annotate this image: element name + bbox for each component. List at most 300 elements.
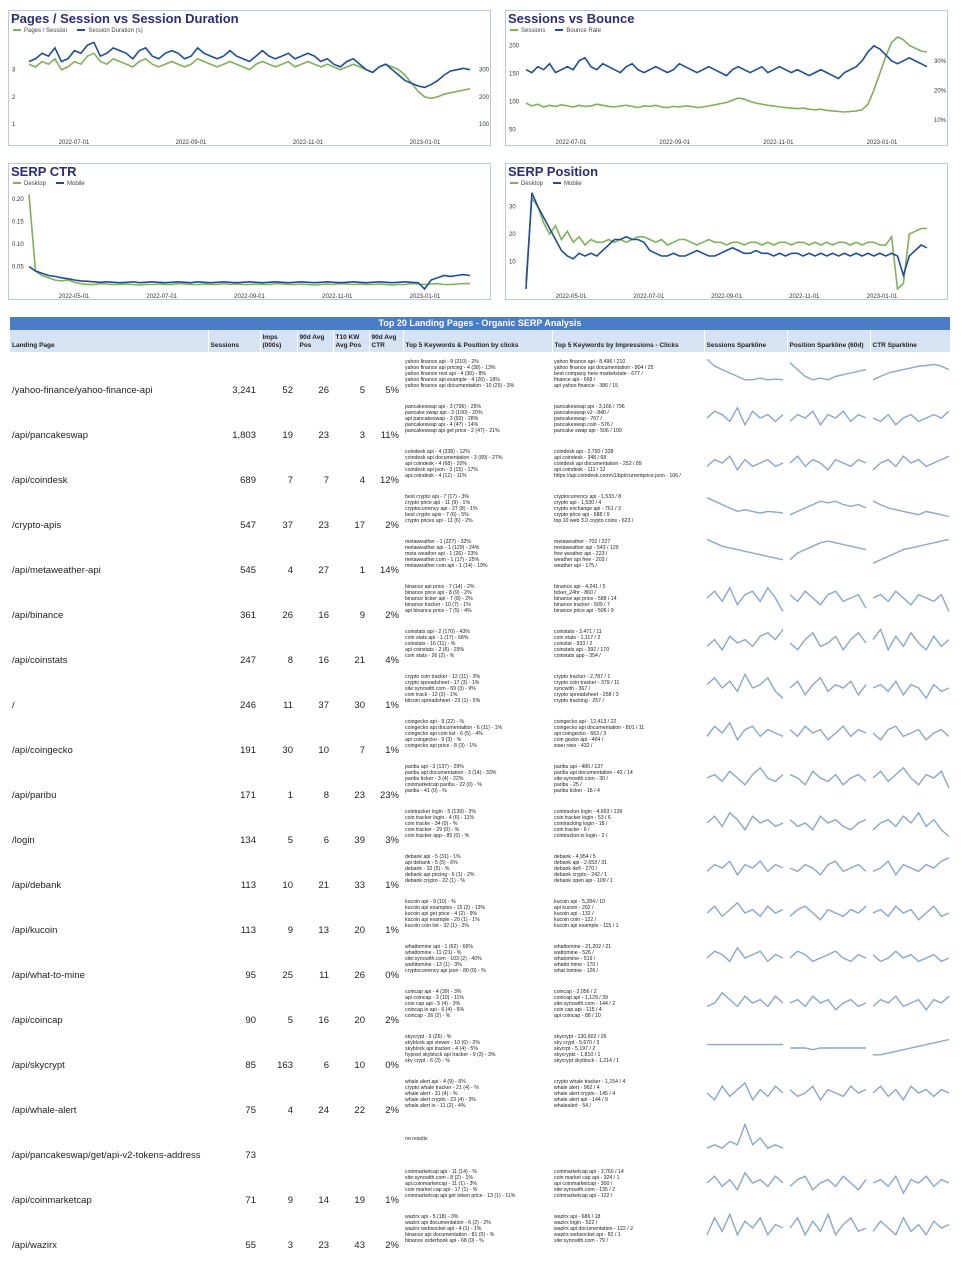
col-header[interactable]: Imps (000s) [260, 330, 297, 352]
legend-item: Session Duration (s) [77, 28, 142, 34]
sparkline-path [790, 906, 866, 920]
x-tick-label: 2023-01-01 [866, 294, 898, 300]
ctr-cell: 1% [385, 745, 399, 756]
keyword-line: pancakeswap v2 - 840 / [554, 410, 609, 416]
sparkline-path [873, 906, 949, 920]
keyword-line: coin tracke - 6 / [554, 827, 590, 833]
keyword-line: whatomine - 519 / [554, 956, 596, 962]
y-tick-label: 30 [509, 204, 516, 211]
x-tick-label: 2022-11-01 [789, 294, 820, 300]
sparkline [705, 353, 785, 393]
keyword-line: api.coinmarketcap - 11 (1) - 3% [405, 1181, 477, 1187]
avg-pos-cell: 7 [323, 475, 329, 486]
keywords-imps-cell [552, 712, 704, 757]
keywords-clicks-cell [403, 1027, 552, 1072]
imps-cell: 10 [282, 880, 293, 891]
keyword-line: kucoin api get price - 4 (2) - 9% [405, 911, 478, 917]
keyword-line: api coincap - 3 (10) - 11% [405, 995, 465, 1001]
sparkline [871, 1028, 950, 1068]
spark-sessions-cell [704, 1162, 787, 1207]
keyword-line: pancakeswap api get price - 2 (47) - 21% [405, 428, 500, 434]
keyword-line: cryptocurrency api - 1,533 / 8 [554, 494, 622, 500]
keyword-line: coincap api - 1,129 / 39 [554, 995, 608, 1001]
landing-page-cell[interactable]: /api/binance [12, 610, 64, 621]
sparkline-path [707, 456, 783, 470]
sparkline-path [790, 771, 866, 785]
t10-pos-cell: 21 [354, 655, 365, 666]
keyword-line: coin stats - 1,117 / 2 [554, 635, 601, 641]
x-tick-label: 2022-11-01 [292, 140, 324, 146]
sparkline-path [707, 498, 783, 513]
sparkline-path [873, 1040, 949, 1055]
sparkline [705, 488, 785, 528]
x-tick-label: 2022-09-01 [659, 140, 691, 146]
keyword-line: crypto whale tracker - 1,154 / 4 [554, 1079, 626, 1085]
spark-ctr-cell [870, 487, 950, 532]
sparkline-path [707, 674, 783, 698]
keyword-line: site:syncwith.com - 8 (2) - 1% [405, 1175, 474, 1181]
avg-pos-cell: 8 [323, 790, 329, 801]
keyword-line: coinmarketcap api - 11 (14) - % [405, 1169, 477, 1175]
y-tick-label: 3 [12, 67, 16, 74]
keywords-imps-cell [552, 892, 704, 937]
keywords-clicks-cell [403, 892, 552, 937]
legend-item: Desktop [13, 181, 46, 187]
chart-title: Pages / Session vs Session Duration [11, 11, 239, 26]
keywords-clicks-cell [403, 802, 552, 847]
landing-page-cell[interactable]: /api/skycrypt [12, 1060, 65, 1071]
sparkline [871, 1073, 950, 1113]
keyword-line: coin tracker app - 85 (0) - % [405, 833, 470, 839]
sparkline [788, 893, 868, 933]
keyword-line: weather api free - 203 / [554, 557, 608, 563]
keyword-line: coinmarketcap api get token price - 13 (1) - 11% [405, 1193, 516, 1199]
t10-pos-cell: 9 [359, 610, 365, 621]
spark-ctr-cell [870, 802, 950, 847]
sparkline [788, 623, 868, 663]
t10-pos-cell: 19 [354, 1195, 365, 1206]
landing-page-cell[interactable]: /api/whale-alert [12, 1105, 77, 1116]
keyword-line: api binance price - 7 (5) - 4% [405, 608, 472, 614]
sparkline [788, 488, 868, 528]
spark-sessions-cell [704, 712, 787, 757]
landing-page-cell[interactable]: /api/wazirx [12, 1240, 57, 1251]
keywords-clicks-cell [403, 1207, 552, 1252]
t10-pos-cell: 7 [359, 745, 365, 756]
keyword-line: metaweather api - 543 / 129 [554, 545, 619, 551]
keyword-line: paribu api documentation - 3 (14) - 33% [405, 770, 497, 776]
keyword-line: coin stats api - 1 (17) - 68% [405, 635, 469, 641]
keyword-line: skyblock api tracker - 4 (4) - 5% [405, 1046, 478, 1052]
x-tick-label: 2022-07-01 [146, 294, 178, 300]
avg-pos-cell: 11 [319, 970, 329, 981]
col-header[interactable]: CTR Sparkline [870, 330, 950, 352]
spark-pos-cell [787, 442, 870, 487]
col-header[interactable]: T10 KW Avg Pos [333, 330, 369, 352]
table-body [10, 352, 950, 1252]
spark-ctr-cell [870, 532, 950, 577]
table-row [10, 1117, 950, 1162]
sparkline-path [873, 411, 949, 425]
sparkline [705, 758, 785, 798]
sparkline [871, 533, 950, 573]
imps-cell: 5 [287, 835, 293, 846]
keyword-line: crypto tracker - 2,787 / 1 [554, 674, 611, 680]
spark-ctr-cell [870, 847, 950, 892]
keyword-line: coinstats - 3,471 / 11 [554, 629, 602, 635]
col-header[interactable]: Landing Page [10, 330, 208, 352]
sparkline-path [790, 996, 866, 1010]
landing-page-cell[interactable]: /api/kucoin [12, 925, 58, 936]
keyword-line: api.coindesk - 4 (12) - 11% [405, 473, 467, 479]
col-header[interactable]: Top 5 Keywords by Impressions - Clicks [552, 330, 704, 352]
sparkline-path [790, 633, 866, 650]
avg-pos-cell: 37 [318, 700, 329, 711]
imps-cell: 9 [287, 1195, 293, 1206]
sparkline-path [790, 1086, 866, 1100]
keyword-line: cointracker.io login - 2 / [554, 833, 608, 839]
landing-page-cell[interactable]: /api/paribu [12, 790, 57, 801]
keyword-line: coin gecko api - 464 / [554, 737, 604, 743]
sparkline-path [873, 726, 949, 740]
avg-pos-cell: 16 [318, 1015, 329, 1026]
table-row [10, 442, 950, 487]
landing-page-cell[interactable]: /yahoo-finance/yahoo-finance-api [12, 385, 153, 396]
x-tick-label: 2023-01-01 [866, 140, 898, 146]
keyword-line: binance price api - 506 / 9 [554, 608, 614, 614]
sparkline-path [873, 681, 949, 698]
chart-svg-serp-ctr [9, 164, 492, 301]
ctr-cell: 1% [385, 925, 399, 936]
table-row [10, 847, 950, 892]
keyword-line: coinstats api - 392 / 170 [554, 647, 610, 653]
avg-pos-cell: 16 [318, 655, 329, 666]
spark-pos-cell [787, 1117, 870, 1162]
keyword-line: pancake swap api - 506 / 100 [554, 428, 622, 434]
keyword-line: api pancakeswap - 3 (92) - 28% [405, 416, 479, 422]
sessions-cell: 247 [240, 655, 256, 666]
keyword-line: best crypto apis - 7 (6) - 5% [405, 512, 469, 518]
table-row [10, 1072, 950, 1117]
avg-pos-cell: 26 [318, 385, 329, 396]
sessions-cell: 95 [245, 970, 256, 981]
keyword-line: pancakeswap - 767 / [554, 416, 602, 422]
series-line [526, 193, 927, 289]
keywords-imps-cell [552, 577, 704, 622]
sparkline-path [873, 996, 949, 1010]
table-row [10, 1027, 950, 1072]
sparkline-path [707, 993, 783, 1007]
landing-page-cell[interactable]: /api/debank [12, 880, 62, 891]
landing-page-cell[interactable]: /api/coindesk [12, 475, 68, 486]
sparkline [705, 443, 785, 483]
x-tick-label: 2022-05-01 [58, 294, 90, 300]
sparkline-path [873, 456, 949, 470]
keyword-line: yahoo finance api - 9 (210) - 2% [405, 359, 479, 365]
keyword-line: ticker_24hr - 860 / [554, 590, 596, 596]
keyword-line: kucoin coin list - 32 (1) - 2% [405, 923, 470, 929]
legend-item: Desktop [510, 181, 543, 187]
spark-sessions-cell [704, 1027, 787, 1072]
keyword-line: skyblock api viewer - 10 (6) - 2% [405, 1040, 480, 1046]
sparkline-path [790, 1048, 866, 1050]
ctr-cell [369, 1117, 403, 1162]
ctr-cell: 2% [385, 610, 399, 621]
landing-page-cell[interactable]: /api/pancakeswap/get/api-v2-tokens-address [12, 1150, 201, 1161]
t10-pos-cell: 20 [354, 1015, 365, 1026]
keyword-line: cointracker login - 5 (139) - 3% [405, 809, 476, 815]
keywords-imps-cell [552, 397, 704, 442]
sparkline [705, 1028, 785, 1068]
sparkline [705, 1163, 785, 1203]
sparkline-path [873, 501, 949, 516]
series-line [29, 195, 470, 286]
spark-pos-cell [787, 397, 870, 442]
keywords-imps-cell [552, 1117, 704, 1162]
landing-page-cell[interactable]: /api/what-to-mine [12, 970, 85, 981]
sparkline [871, 1163, 950, 1203]
keyword-line: api coinmarketcap - 300 / [554, 1181, 613, 1187]
legend-item: Mobile [56, 181, 85, 187]
chart-svg-sessions-bounce [506, 11, 949, 147]
col-header[interactable]: Sessions Sparkline [704, 330, 787, 352]
keyword-line: wazirx websocket api - 82 / 1 [554, 1232, 621, 1238]
sparkline [705, 533, 785, 573]
keyword-line: metaweather api - 1 (129) - 24% [405, 545, 480, 551]
keyword-line: coinmarketcap api - 3,760 / 14 [554, 1169, 624, 1175]
keyword-line: debank api - 5 (31) - 1% [405, 854, 461, 860]
sparkline [871, 1118, 950, 1158]
spark-pos-cell [787, 892, 870, 937]
imps-cell: 37 [282, 520, 293, 531]
keyword-line: coinmarketcap api - 122 / [554, 1193, 613, 1199]
spark-sessions-cell [704, 667, 787, 712]
chart-svg-serp-position [506, 164, 949, 301]
sparkline [705, 893, 785, 933]
keyword-line: crypto tracking - 257 / [554, 698, 604, 704]
keyword-line: kucoin coin - 122 / [554, 917, 597, 923]
keyword-line: metaweather.com api - 1 (14) - 19% [405, 563, 488, 569]
keyword-line: cointracker login - 4,663 / 139 [554, 809, 623, 815]
landing-page-cell[interactable]: /login [12, 835, 35, 846]
avg-pos-cell: 13 [318, 925, 329, 936]
landing-page-cell[interactable]: /crypto-apis [12, 520, 62, 531]
keyword-line: yahoo finance api - 8,496 / 210 [554, 359, 626, 365]
table-row [10, 397, 950, 442]
keyword-line: coincap.io api - 6 (4) - 6% [405, 1007, 465, 1013]
spark-pos-cell [787, 487, 870, 532]
ctr-cell: 1% [385, 1195, 399, 1206]
keywords-clicks-cell [403, 622, 552, 667]
keyword-line: syncwith - 367 / [554, 686, 591, 692]
ctr-cell: 2% [385, 1240, 399, 1251]
sparkline-path [707, 1083, 783, 1100]
keyword-line: binance api - 4,241 / 5 [554, 584, 606, 590]
sparkline [871, 848, 950, 888]
legend-item: Bounce Rate [555, 28, 601, 34]
spark-ctr-cell [870, 1207, 950, 1252]
keyword-line: site:syncwith.com - 69 (3) - 9% [405, 686, 476, 692]
spark-ctr-cell [870, 622, 950, 667]
imps-cell [260, 1117, 297, 1162]
table-row [10, 667, 950, 712]
sparkline-path [707, 948, 783, 962]
keyword-line: skycrypts - 1,810 / 1 [554, 1052, 601, 1058]
keywords-imps-cell [552, 982, 704, 1027]
spark-pos-cell [787, 622, 870, 667]
spark-ctr-cell [870, 892, 950, 937]
sparkline-path [707, 723, 783, 740]
keyword-line: api yahoo finance - 386 / 15 [554, 383, 619, 389]
keyword-line: coindesk api json - 3 (15) - 17% [405, 467, 478, 473]
keyword-line: kucoin api - 132 / [554, 911, 594, 917]
sparkline [705, 938, 785, 978]
x-tick-label: 2022-11-01 [322, 294, 353, 300]
keyword-line: coin tracker login - 4 (6) - 11% [405, 815, 475, 821]
keyword-line: coindesk api - 2,750 / 338 [554, 449, 614, 455]
keyword-line: coin tracker - 29 (0) - % [405, 827, 460, 833]
spark-pos-cell [787, 847, 870, 892]
t10-pos-cell: 23 [354, 790, 365, 801]
keyword-line: whatto mine - 170 / [554, 962, 599, 968]
sparkline-path [707, 1214, 783, 1234]
keyword-line: coingecko api price - 8 (3) - 1% [405, 743, 477, 749]
table-row [10, 757, 950, 802]
sessions-cell: 246 [240, 700, 256, 711]
landing-page-cell[interactable]: /api/coinmarketcap [12, 1195, 92, 1206]
sparkline [788, 1163, 868, 1203]
keyword-line: api coindesk - 4 (68) - 20% [405, 461, 467, 467]
keyword-line: https://api.coindesk.com/v1/bpi/currentprice.json - 106 / [554, 473, 681, 479]
keyword-line: coin tracker login - 53 / 6 [554, 815, 611, 821]
keyword-line: whale alert crypto - 23 (4) - 3% [405, 1097, 476, 1103]
sessions-cell: 85 [245, 1060, 256, 1071]
keywords-clicks-cell [403, 487, 552, 532]
keyword-line: hypixel skyblock api tracker - 9 (3) - 3% [405, 1052, 496, 1058]
sparkline-path [790, 591, 866, 608]
keyword-line: wazirx api - 686 / 18 [554, 1214, 601, 1220]
spark-ctr-cell [870, 397, 950, 442]
keyword-line: debank - 4,954 / 5 [554, 854, 596, 860]
ctr-cell: 12% [379, 475, 399, 486]
sparkline [871, 488, 950, 528]
landing-pages-table-section [10, 317, 950, 1252]
keyword-line: yahoo finance api documentation - 804 / 25 [554, 365, 654, 371]
sparkline [788, 443, 868, 483]
sparkline-path [707, 539, 783, 559]
chart-title: SERP CTR [11, 164, 77, 179]
keyword-line: api.coindesk - 111 / 12 [554, 467, 606, 473]
keywords-imps-cell [552, 847, 704, 892]
keyword-line: api coincap - 88 / 10 [554, 1013, 601, 1019]
sparkline-path [790, 816, 866, 830]
y-tick-label: 0.15 [12, 219, 24, 226]
col-header[interactable]: Sessions [208, 330, 260, 352]
spark-pos-cell [787, 982, 870, 1027]
table-row [10, 1207, 950, 1252]
keywords-clicks-cell [403, 847, 552, 892]
sparkline-path [790, 1176, 866, 1190]
keyword-line: coin track - 12 (2) - 1% [405, 692, 458, 698]
sessions-cell: 113 [240, 925, 256, 936]
col-header[interactable]: Position Sparkline (60d) [787, 330, 870, 352]
sparkline [705, 1073, 785, 1113]
keywords-imps-cell [552, 667, 704, 712]
y-right-tick-label: 300 [478, 67, 489, 74]
keyword-line: cointracking login - 18 / [554, 821, 608, 827]
landing-page-cell[interactable]: /api/pancakeswap [12, 430, 89, 441]
landing-page-cell[interactable]: / [12, 700, 15, 711]
col-header[interactable]: 90d Avg Pos [297, 330, 333, 352]
keyword-line: paribu api documentation - 42 / 14 [554, 770, 633, 776]
keyword-line: debank api - 2,653 / 31 [554, 860, 608, 866]
col-header[interactable]: Top 5 Keywords & Position by clicks [403, 330, 552, 352]
spark-sessions-cell [704, 487, 787, 532]
keyword-line: sky crypt - 5,670 / 3 [554, 1040, 600, 1046]
imps-cell: 3 [287, 1240, 293, 1251]
sparkline [871, 668, 950, 708]
keyword-line: whale alert - 962 / 4 [554, 1085, 600, 1091]
sparkline-path [790, 541, 866, 560]
sessions-cell: 73 [245, 1150, 256, 1161]
landing-page-cell[interactable]: /api/metaweather-api [12, 565, 101, 576]
keyword-line: yahoo finance rest api - 4 (30) - 8% [405, 371, 487, 377]
sparkline [788, 533, 868, 573]
keyword-line: pancakeswap api - 3,166 / 796 [554, 404, 625, 410]
sessions-cell: 134 [240, 835, 256, 846]
sparkline [871, 443, 950, 483]
landing-page-cell[interactable]: /api/coingecko [12, 745, 73, 756]
keywords-imps-cell [552, 352, 704, 397]
keyword-line: what tomine - 126 / [554, 968, 599, 974]
keyword-line: skycrypt - 6 (26) - % [405, 1034, 452, 1040]
imps-cell: 19 [282, 430, 293, 441]
t10-pos-cell: 30 [354, 700, 365, 711]
spark-ctr-cell [870, 937, 950, 982]
sparkline [871, 713, 950, 753]
avg-pos-cell: 21 [318, 880, 329, 891]
spark-ctr-cell [870, 1027, 950, 1072]
sparkline-path [707, 861, 783, 875]
spark-ctr-cell [870, 1117, 950, 1162]
keyword-line: wazirx api documentation - 122 / 2 [554, 1226, 634, 1232]
sparkline [788, 1118, 868, 1158]
sparkline [705, 983, 785, 1023]
keyword-line: metaweather - 702 / 227 [554, 539, 611, 545]
keyword-line: coindesk api documentation - 252 / 89 [554, 461, 642, 467]
avg-pos-cell: 6 [323, 835, 329, 846]
y-tick-label: 0.10 [12, 242, 24, 248]
sparkline [871, 893, 950, 933]
sparkline-path [707, 408, 783, 425]
table-row [10, 892, 950, 937]
spark-sessions-cell [704, 892, 787, 937]
keywords-imps-cell [552, 937, 704, 982]
landing-page-cell[interactable]: /api/coincap [12, 1015, 63, 1026]
ctr-cell: 2% [385, 520, 399, 531]
sparkline [788, 398, 868, 438]
keyword-line: coinstats app - 354 / [554, 653, 601, 659]
col-header[interactable]: 90d Avg CTR [369, 330, 403, 352]
keywords-clicks-cell [403, 667, 552, 712]
keyword-line: crypto spreadsheet - 17 (3) - 1% [405, 680, 480, 686]
ctr-cell: 1% [385, 700, 399, 711]
keywords-clicks-cell [403, 577, 552, 622]
x-tick-label: 2023-01-01 [409, 140, 441, 146]
keywords-imps-cell [552, 1072, 704, 1117]
keyword-line: binance price api - 8 (9) - 2% [405, 590, 472, 596]
landing-page-cell[interactable]: /api/coinstats [12, 655, 68, 666]
